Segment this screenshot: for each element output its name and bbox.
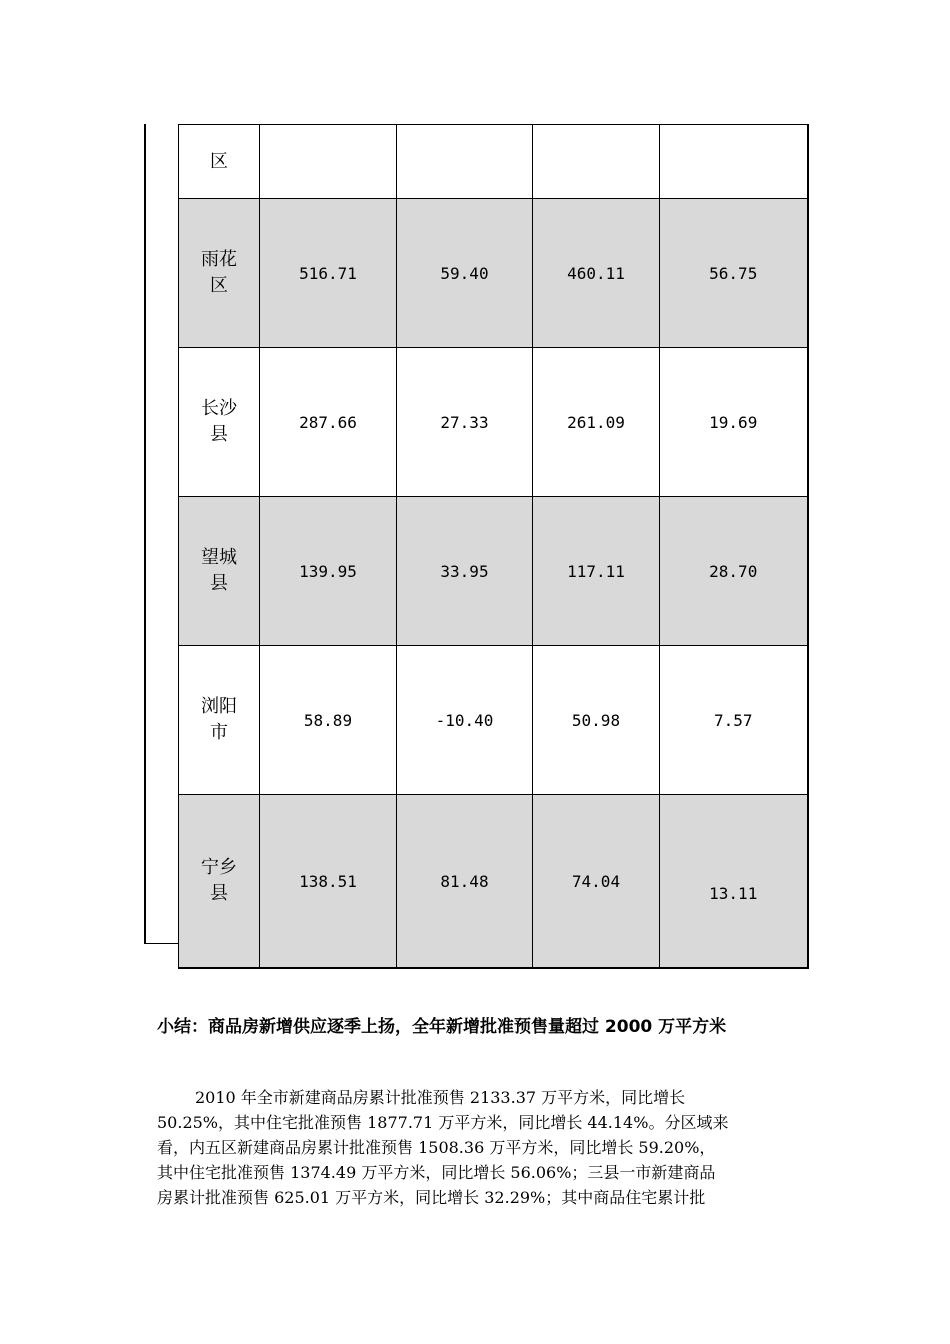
data-table bbox=[178, 124, 809, 969]
table-row bbox=[179, 125, 808, 199]
value-cell: 74.04 bbox=[533, 795, 660, 969]
value-cell: 261.09 bbox=[533, 348, 660, 497]
value-cell: -10.40 bbox=[397, 646, 533, 795]
table-row bbox=[179, 646, 808, 795]
paragraph-line: 看，内五区新建商品房累计批准预售 1508.36 万平方米，同比增长 59.20%， bbox=[157, 1138, 716, 1157]
district-cell: 望城 县 bbox=[179, 497, 260, 646]
district-cell: 长沙 县 bbox=[179, 348, 260, 497]
paragraph-line: 50.25%，其中住宅批准预售 1877.71 万平方米，同比增长 44.14%。分区域来 bbox=[157, 1113, 729, 1132]
district-cell: 浏阳 市 bbox=[179, 646, 260, 795]
table-row bbox=[179, 199, 808, 348]
value-cell bbox=[533, 125, 660, 199]
summary-paragraph bbox=[157, 1085, 799, 1210]
value-cell bbox=[660, 125, 808, 199]
value-cell: 460.11 bbox=[533, 199, 660, 348]
value-cell: 50.98 bbox=[533, 646, 660, 795]
summary-heading: 小结：商品房新增供应逐季上扬，全年新增批准预售量超过 2000 万平方米 bbox=[157, 1017, 727, 1037]
paragraph-line: 其中住宅批准预售 1374.49 万平方米，同比增长 56.06%；三县一市新建商品 bbox=[157, 1163, 716, 1182]
paragraph-line: 房累计批准预售 625.01 万平方米，同比增长 32.29%；其中商品住宅累计批 bbox=[157, 1188, 706, 1207]
value-cell bbox=[260, 125, 397, 199]
value-cell: 138.51 bbox=[260, 795, 397, 969]
district-cell: 宁乡 县 bbox=[179, 795, 260, 969]
table-row bbox=[179, 497, 808, 646]
table-row bbox=[179, 795, 808, 969]
value-cell: 19.69 bbox=[660, 348, 808, 497]
value-cell: 27.33 bbox=[397, 348, 533, 497]
value-cell: 59.40 bbox=[397, 199, 533, 348]
value-cell: 28.70 bbox=[660, 497, 808, 646]
value-cell: 516.71 bbox=[260, 199, 397, 348]
district-presale-table bbox=[144, 124, 807, 946]
paragraph-line: 2010 年全市新建商品房累计批准预售 2133.37 万平方米，同比增长 bbox=[195, 1088, 686, 1107]
district-cell: 雨花 区 bbox=[179, 199, 260, 348]
value-cell: 81.48 bbox=[397, 795, 533, 969]
table-left-merged-column bbox=[144, 124, 178, 944]
value-cell: 7.57 bbox=[660, 646, 808, 795]
value-cell: 13.11 bbox=[660, 795, 808, 969]
value-cell: 56.75 bbox=[660, 199, 808, 348]
value-cell: 287.66 bbox=[260, 348, 397, 497]
value-cell: 58.89 bbox=[260, 646, 397, 795]
value-cell bbox=[397, 125, 533, 199]
value-cell: 33.95 bbox=[397, 497, 533, 646]
table-row bbox=[179, 348, 808, 497]
value-cell: 139.95 bbox=[260, 497, 397, 646]
value-cell: 117.11 bbox=[533, 497, 660, 646]
district-cell: 区 bbox=[179, 125, 260, 199]
